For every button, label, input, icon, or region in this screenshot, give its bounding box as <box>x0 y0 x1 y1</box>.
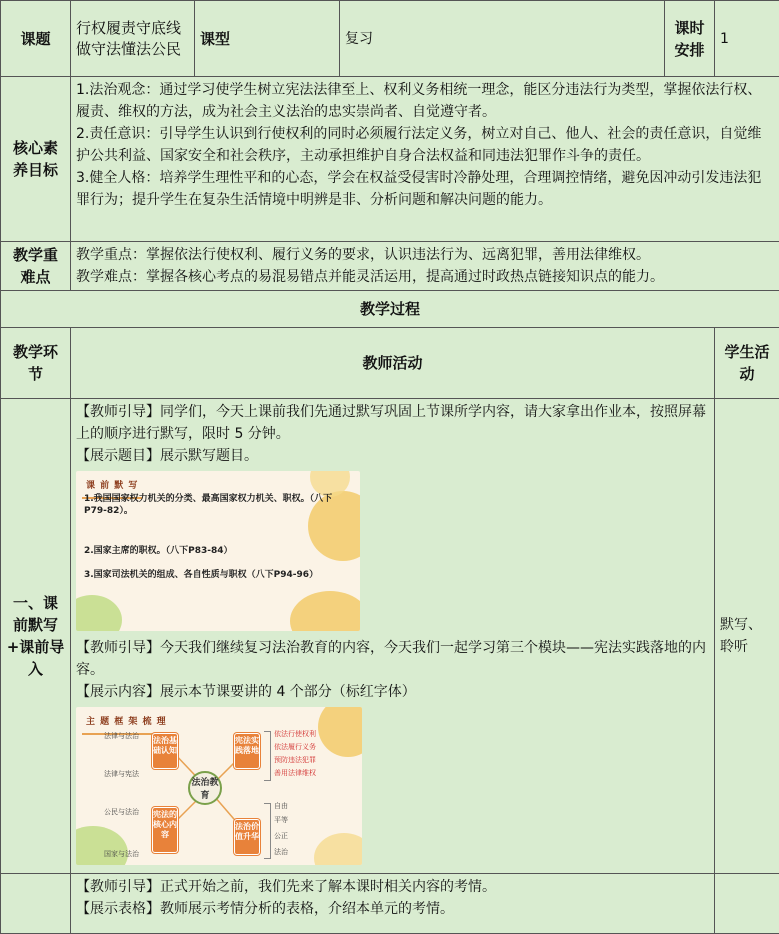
stage1-paragraph: 【展示内容】展示本节课要讲的 4 个部分（标红字体） <box>76 681 709 703</box>
mindmap-value-item: 法治 <box>274 847 288 857</box>
slide1-question: 2.国家主席的职权。（八下P83-84） <box>84 545 344 557</box>
stage1-paragraph: 【展示题目】展示默写题目。 <box>76 445 709 467</box>
mindmap-value-item: 公正 <box>274 831 288 841</box>
topic-label: 课题 <box>1 1 71 77</box>
mindmap-red-item: 善用法律维权 <box>274 768 316 778</box>
mindmap-left-label: 公民与法治 <box>104 807 139 817</box>
slide1-title: 课 前 默 写 <box>82 475 142 499</box>
process-title: 教学过程 <box>1 291 779 328</box>
stage1-paragraph: 【教师引导】今天我们继续复习法治教育的内容，今天我们一起学习第三个模块——宪法实践落地的内容。 <box>76 637 709 681</box>
slide1-question: 1.我国国家权力机关的分类、最高国家权力机关、职权。（八下P79-82）。 <box>84 493 344 517</box>
stage1-paragraph: 【教师引导】同学们，今天上课前我们先通过默写巩固上节课所学内容，请大家拿出作业本，按照屏幕上的顺序进行默写，限时 5 分钟。 <box>76 401 709 445</box>
goals-label: 核心素养目标 <box>1 77 71 242</box>
framework-slide <box>76 707 362 865</box>
mindmap-node: 法治基础认知 <box>152 733 178 769</box>
stage2-paragraph: 【教师引导】正式开始之前，我们先来了解本课时相关内容的考情。 <box>76 876 709 898</box>
stage2-paragraph: 【展示表格】教师展示考情分析的表格，介绍本单元的考情。 <box>76 898 709 920</box>
stage1-label: 一、课前默写+课前导入 <box>1 399 71 874</box>
mindmap-red-item: 依法履行义务 <box>274 742 316 752</box>
col-stage-header: 教学环节 <box>1 328 71 399</box>
mindmap-node: 法治价值升华 <box>234 819 260 855</box>
goal-item: 1.法治观念：通过学习使学生树立宪法法律至上、权利义务相统一理念，能区分违法行为类型，掌握依法行权、履责、维权的方法，成为社会主义法治的忠实崇尚者、自觉遵守者。 <box>76 79 774 123</box>
mindmap-node: 宪法的核心内容 <box>152 807 178 853</box>
slide1-question: 3.国家司法机关的组成、各自性质与职权（八下P94-96） <box>84 569 344 581</box>
stage2-student <box>715 874 779 934</box>
goals-content <box>71 77 779 242</box>
slide2-title: 主 题 框 架 梳 理 <box>82 711 171 735</box>
stage2-teacher <box>71 874 715 934</box>
keypoints-content <box>71 242 779 291</box>
hours-label: 课时安排 <box>665 1 715 77</box>
mindmap-node: 宪法实践落地 <box>234 733 260 769</box>
keypoints-label: 教学重难点 <box>1 242 71 291</box>
mindmap-value-item: 平等 <box>274 815 288 825</box>
mindmap-value-item: 自由 <box>274 801 288 811</box>
mindmap-left-label: 法律与法治 <box>104 731 139 741</box>
topic-value: 行权履责守底线 做守法懂法公民 <box>71 1 195 77</box>
mindmap-center: 法治教育 <box>188 771 222 805</box>
stage1-student: 默写、聆听 <box>715 399 779 874</box>
mindmap-red-item: 依法行使权利 <box>274 729 316 739</box>
mindmap-red-item: 预防违法犯罪 <box>274 755 316 765</box>
dictation-slide <box>76 471 360 631</box>
type-label: 课型 <box>195 1 340 77</box>
type-value: 复习 <box>340 1 665 77</box>
goal-item: 2.责任意识：引导学生认识到行使权利的同时必须履行法定义务，树立对自己、他人、社会的责任意识，自觉维护公共利益、国家安全和社会秩序，主动承担维护自身合法权益和同违法犯罪作斗争的责任。 <box>76 123 774 167</box>
hours-value: 1 <box>715 1 779 77</box>
teaching-focus: 教学重点：掌握依法行使权利、履行义务的要求，认识违法行为、远离犯罪，善用法律维权。 <box>76 244 774 266</box>
stage1-teacher <box>71 399 715 874</box>
col-teacher-header: 教师活动 <box>71 328 715 399</box>
col-student-header: 学生活动 <box>715 328 779 399</box>
mindmap-left-label: 法律与宪法 <box>104 769 139 779</box>
stage2-label <box>1 874 71 934</box>
mindmap-left-label: 国家与法治 <box>104 849 139 859</box>
goal-item: 3.健全人格：培养学生理性平和的心态，学会在权益受侵害时冷静处理，合理调控情绪，避免因冲动引发违法犯罪行为；提升学生在复杂生活情境中明辨是非、分析问题和解决问题的能力。 <box>76 167 774 211</box>
teaching-difficulty: 教学难点：掌握各核心考点的易混易错点并能灵活运用，提高通过时政热点链接知识点的能力。 <box>76 266 774 288</box>
